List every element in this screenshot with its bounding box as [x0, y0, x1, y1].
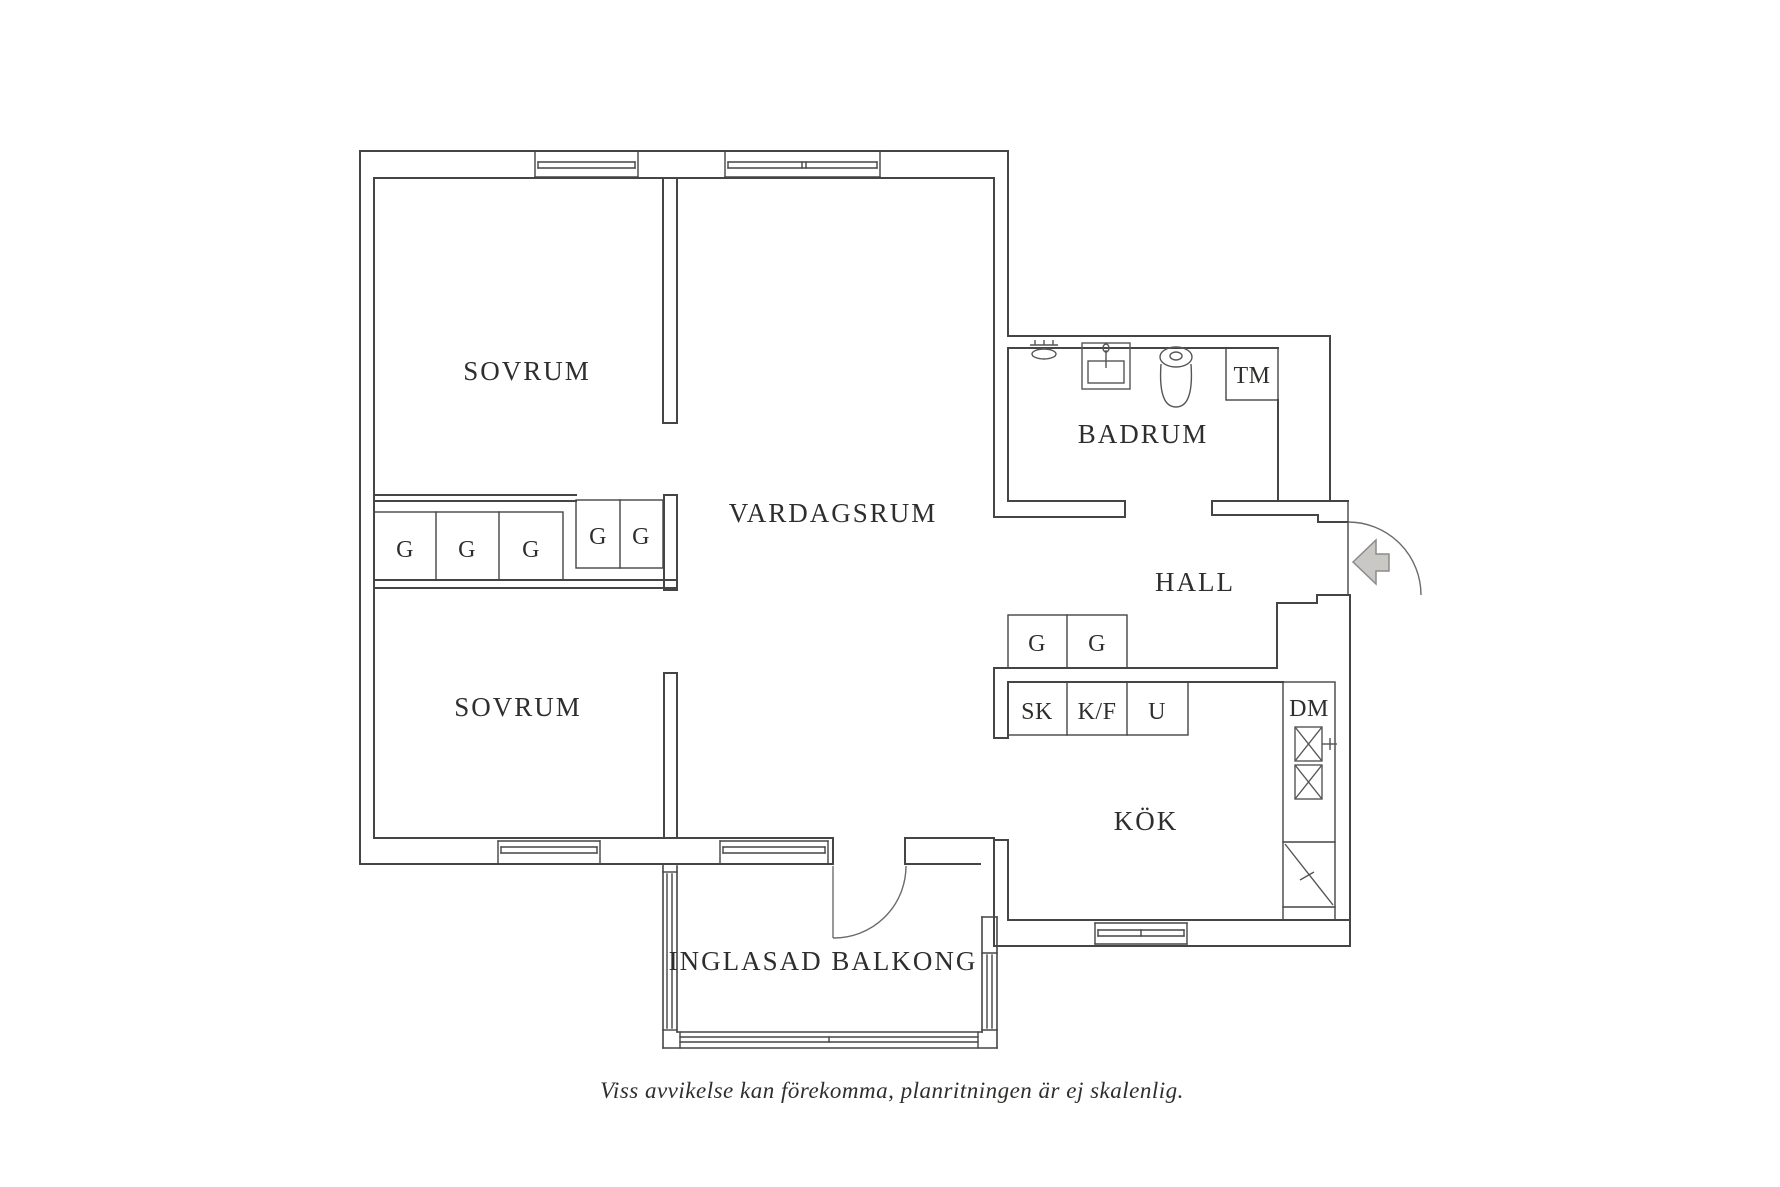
closet-label-g1: G	[396, 537, 414, 563]
entrance-arrow-icon	[1353, 540, 1389, 584]
closet-label-g6: G	[1028, 631, 1046, 657]
room-label-hall: HALL	[1155, 567, 1235, 597]
appliance-label-tm: TM	[1233, 363, 1271, 389]
kitchen-sink-icon	[1295, 727, 1337, 799]
window-top-2	[725, 152, 880, 177]
window-livingroom	[720, 841, 828, 863]
room-label-badrum: BADRUM	[1077, 419, 1209, 449]
room-label-sovrum-2: SOVRUM	[454, 692, 582, 722]
closet-label-g5: G	[632, 524, 650, 550]
stove-icon	[1285, 844, 1333, 905]
room-label-kok: KÖK	[1113, 806, 1179, 836]
cabinet-label-kf: K/F	[1077, 699, 1117, 725]
closet-label-g7: G	[1088, 631, 1106, 657]
cabinet-label-sk: SK	[1021, 699, 1053, 725]
window-kitchen	[1095, 923, 1187, 944]
toilet-icon	[1160, 347, 1192, 407]
wardrobes-kitchen	[1008, 615, 1127, 668]
closet-label-g3: G	[522, 537, 540, 563]
closet-label-g2: G	[458, 537, 476, 563]
window-balcony-right	[982, 953, 997, 1030]
room-label-sovrum-1: SOVRUM	[463, 356, 591, 386]
wardrobes-corridor	[374, 500, 663, 580]
window-balcony-bottom	[680, 1032, 978, 1048]
closet-label-g4: G	[589, 524, 607, 550]
window-bedroom2	[498, 841, 600, 863]
shower-icon	[1030, 340, 1058, 359]
room-label-vardagsrum: VARDAGSRUM	[728, 498, 938, 528]
window-top-1	[535, 152, 638, 177]
disclaimer-caption: Viss avvikelse kan förekomma, planritningen är ej skalenlig.	[600, 1078, 1184, 1103]
walls	[360, 151, 1350, 946]
room-label-balkong: INGLASAD BALKONG	[668, 946, 978, 976]
sink-icon	[1082, 343, 1130, 389]
balcony-door	[833, 866, 906, 938]
cabinet-label-u: U	[1148, 699, 1166, 725]
appliance-label-dm: DM	[1289, 696, 1329, 722]
